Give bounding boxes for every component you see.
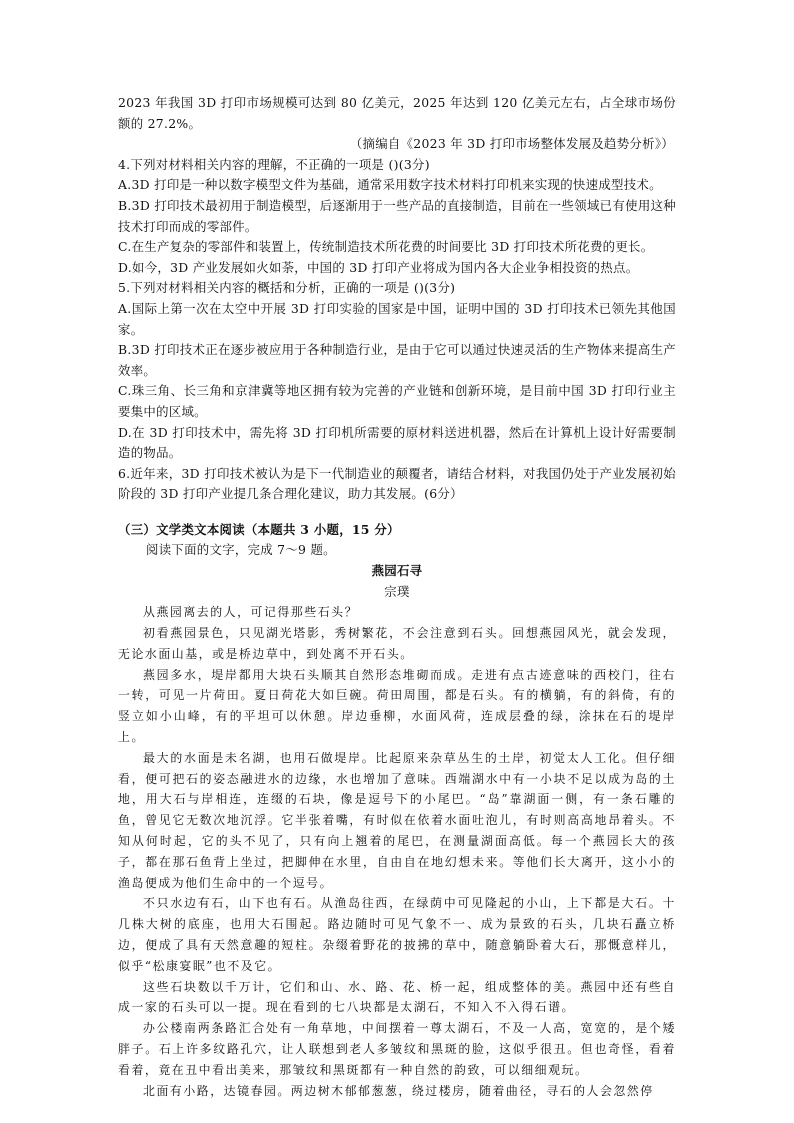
question-6: 6.近年来，3D 打印技术被认为是下一代制造业的颠覆者，请结合材料，对我国仍处于产业发展初始阶段的 3D 打印产业提几条合理化建议，助力其发展。(6分） [118, 465, 676, 502]
article-title: 燕园石寻 [371, 563, 423, 579]
question-4-option-d: D.如今，3D 产业发展如火如荼，中国的 3D 打印产业将成为国内各大企业争相投资的热点。 [118, 259, 639, 275]
document-page [118, 93, 676, 1101]
article-paragraph: 这些石块数以千万计，它们和山、水、路、花、桥一起，组成整体的美。燕园中还有些自成一家的石头可以一提。现在看到的七八块都是太湖石，不知入不入得石谱。 [118, 979, 676, 1015]
article-paragraph: 北面有小路，达镜春园。两边树木郁郁葱葱，绕过楼房，随着曲径，寻石的人会忽然停 [143, 1083, 654, 1098]
question-5-option-c: C.珠三角、长三角和京津冀等地区拥有较为完善的产业链和创新环境，是目前中国 3D 打印行业主要集中的区域。 [118, 383, 676, 419]
section-heading: （三）文学类文本阅读（本题共 3 小题，15 分） [118, 521, 400, 537]
question-4-option-b: B.3D 打印技术最初用于制造模型，后逐渐用于一些产品的直接制造，目前在一些领域已有使用这种技术打印而成的零部件。 [118, 197, 676, 234]
source-citation: （摘编自《2023 年 3D 打印市场整体发展及趋势分析》） [349, 136, 674, 152]
article-paragraph: 最大的水面是未名湖，也用石做堤岸。比起原来杂草丛生的土岸，初觉太人工化。但仔细看，便可把石的姿态融进水的边缘，水也增加了意味。西端湖水中有一小块不足以成为岛的土地，用大石与岸相连，连缀的石块，像是逗号下的小尾巴。“岛”靠湖面一侧，有一条石雕的鱼，曾见它无数次地沉浮。它半张着嘴，有时似在依着水面吐泡儿，有时则高高地昂着头。不知从何时起，它的头不见了，只有向上翘着的尾巴，在测量湖面高低。每一个燕园长大的孩子，都在那石鱼背上坐过，把脚伸在水里，自由自在地幻想未来。等他们长大离开，这小小的渔岛便成为他们生命中的一个逗号。 [118, 750, 676, 890]
article-paragraph: 从燕园离去的人，可记得那些石头？ [143, 605, 359, 620]
question-5-option-d: D.在 3D 打印技术中，需先将 3D 打印机所需要的原材料送进机器，然后在计算机上设计好需要制造的物品。 [118, 424, 676, 461]
article-paragraph: 不只水边有石，山下也有石。从渔岛往西，在绿荫中可见隆起的小山，上下都是大石。十几株大树的底座，也用大石围起。路边随时可见气象不一、成为景致的石头，几块石矗立桥边，便成了具有天然意趣的短柱。杂缀着野花的披拂的草中，随意躺卧着大石，那慨意样儿，似乎“松康宴眠”也不及它。 [118, 896, 676, 973]
article-paragraph: 初看燕园景色，只见湖光塔影，秀树繁花，不会注意到石头。回想燕园风光，就会发现，无论水面山基，或是桥边草中，到处离不开石头。 [118, 626, 676, 661]
question-4: 4.下列对材料相关内容的理解，不正确的一项是 ()(3分) [118, 156, 430, 172]
question-5-option-b: B.3D 打印技术正在逐步被应用于各种制造行业，是由于它可以通过快速灵活的生产物体来提高生产效率。 [118, 342, 676, 378]
question-4-option-c: C.在生产复杂的零部件和装置上，传统制造技术所花费的时间要比 3D 打印技术所花费的更长。 [118, 239, 654, 255]
reading-instruction: 阅读下面的文字，完成 7～9 题。 [146, 542, 336, 558]
question-4-option-a: A.3D 打印是一种以数字模型文件为基础，通常采用数字技术材料打印机来实现的快速成型技术。 [118, 177, 662, 193]
article-paragraph: 办公楼南两条路汇合处有一角草地，中间摆着一尊太湖石，不及一人高，宽宽的，是个矮胖子。石上许多纹路孔穴，让人联想到老人多皱纹和黑斑的脸，这似乎很丑。但也奇怪，看着看着，竟在丑中看出美来，那皱纹和黑斑都有一种自然的韵致，可以细细观玩。 [118, 1021, 676, 1077]
question-5: 5.下列对材料相关内容的概括和分析，正确的一项是 ()(3分) [118, 280, 456, 296]
article-author: 宗璞 [384, 583, 410, 599]
question-5-option-a: A.国际上第一次在太空中开展 3D 打印实验的国家是中国，证明中国的 3D 打印技术已领先其他国家。 [118, 300, 676, 337]
intro-paragraph: 2023 年我国 3D 打印市场规模可达到 80 亿美元，2025 年达到 120 亿美元左右，占全球市场份额的 27.2%。 [118, 95, 676, 131]
article-paragraph: 燕园多水，堤岸都用大块石头顺其自然形态堆砌而成。走进有点古迹意味的西校门，往右一转，可见一片荷田。夏日荷花大如巨碗。荷田周围，都是石头。有的横躺，有的斜倚，有的竖立如小山峰，有的平坦可以休憩。岸边垂柳，水面风荷，连成层叠的绿，涂抹在石的堤岸上。 [118, 667, 676, 745]
